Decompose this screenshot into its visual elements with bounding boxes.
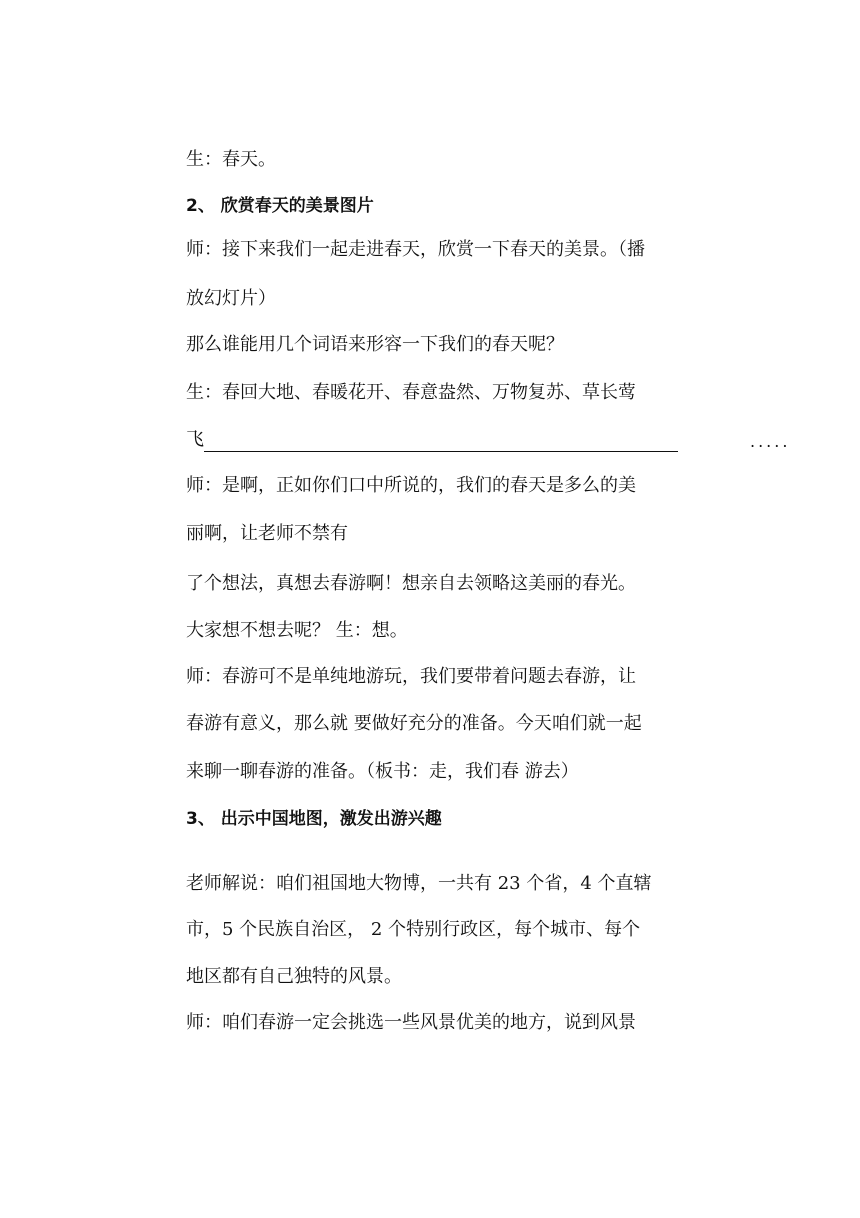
paragraph-line: 市，5 个民族自治区， 2 个特别行政区，每个城市、每个 xyxy=(186,919,641,940)
section-heading: 2、 欣赏春天的美景图片 xyxy=(186,196,374,216)
paragraph-line: 生：春回大地、春暖花开、春意盎然、万物复苏、草长莺 xyxy=(186,382,636,403)
paragraph-line: 春游有意义，那么就 要做好充分的准备。今天咱们就一起 xyxy=(186,713,642,734)
paragraph-line: 师：咱们春游一定会挑选一些风景优美的地方，说到风景 xyxy=(186,1012,636,1033)
paragraph-line: 放幻灯片） xyxy=(186,288,276,309)
section-heading: 3、 出示中国地图，激发出游兴趣 xyxy=(186,809,442,829)
paragraph-line: 生：春天。 xyxy=(186,149,276,170)
paragraph-line-with-blank xyxy=(186,428,678,452)
paragraph-line: 师：是啊，正如你们口中所说的，我们的春天是多么的美 xyxy=(186,475,636,496)
fill-in-blank-line xyxy=(204,433,678,452)
paragraph-line: 师：接下来我们一起走进春天，欣赏一下春天的美景。（播 xyxy=(186,239,645,260)
paragraph-line: 老师解说：咱们祖国地大物博，一共有 23 个省，4 个直辖 xyxy=(186,873,652,894)
paragraph-line: 丽啊，让老师不禁有 xyxy=(186,523,348,544)
paragraph-line: 了个想法，真想去春游啊！想亲自去领略这美丽的春光。 xyxy=(186,573,636,594)
paragraph-text: 飞 xyxy=(186,429,204,450)
paragraph-line: 大家想不想去呢？ 生：想。 xyxy=(186,620,408,641)
ellipsis-dots: ..... xyxy=(750,432,791,451)
paragraph-line: 师：春游可不是单纯地游玩，我们要带着问题去春游，让 xyxy=(186,666,636,687)
paragraph-line: 来聊一聊春游的准备。（板书：走，我们春 游去） xyxy=(186,761,579,782)
paragraph-line: 地区都有自己独特的风景。 xyxy=(186,966,402,987)
paragraph-line: 那么谁能用几个词语来形容一下我们的春天呢？ xyxy=(186,334,564,355)
